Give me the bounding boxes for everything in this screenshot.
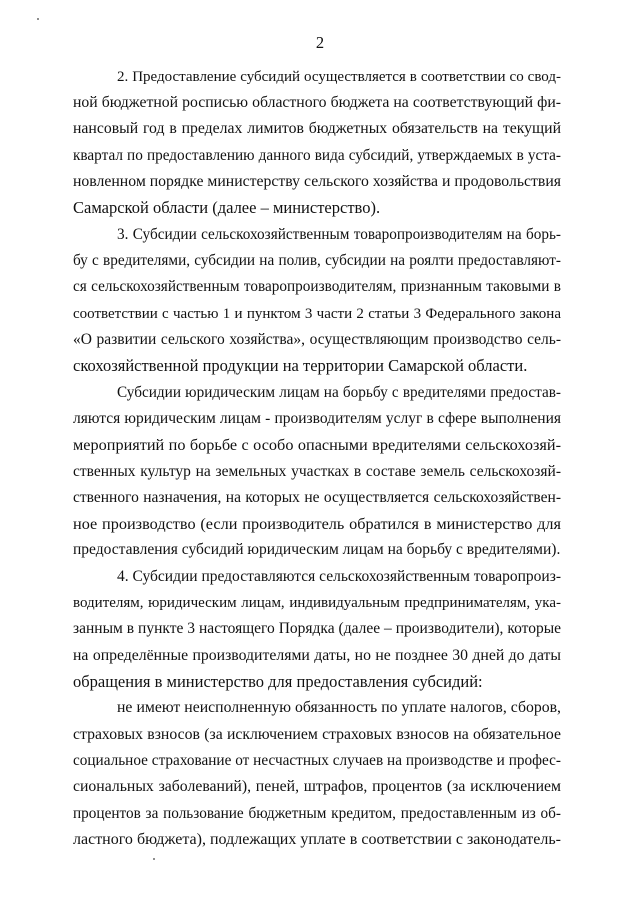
text-line: 3. Субсидии сельскохозяйственным товаропроизводителям на борь-: [117, 226, 561, 243]
text-line: сиональных заболеваний), пеней, штрафов, процентов (за исключением: [73, 778, 561, 795]
text-line: скохозяйственной продукции на территории Самарской области.: [73, 356, 528, 375]
text-line: «О развитии сельского хозяйства», осуществляющим производство сель-: [73, 331, 561, 348]
text-line: ляются юридическим лицам - производителям услуг в сфере выполнения: [73, 410, 561, 427]
text-line: Субсидии юридическим лицам на борьбу с вредителями предостав-: [117, 384, 561, 401]
scan-speck: [153, 858, 155, 860]
text-line: водителям, юридическим лицам, индивидуальным предпринимателям, ука-: [73, 595, 561, 611]
text-line: ственных культур на земельных участках в составе земель сельскохозяй-: [73, 463, 561, 480]
text-line: ственного назначения, на которых не осуществляется сельскохозяйствен-: [73, 489, 561, 506]
text-line: новленном порядке министерству сельского хозяйства и продовольствия: [73, 173, 561, 190]
scan-speck: [37, 18, 39, 20]
text-line: мероприятий по борьбе с особо опасными вредителями сельскохозяй-: [73, 436, 561, 454]
text-line: ное производство (если производитель обратился в министерство для: [73, 515, 561, 533]
text-line: Самарской области (далее – министерство).: [73, 198, 381, 217]
text-line: на определённые производителями даты, но не позднее 30 дней до даты: [73, 647, 561, 664]
text-line: квартал по предоставлению данного вида субсидий, утверждаемых в уста-: [73, 147, 561, 164]
text-line: соответствии с частью 1 и пунктом 3 части 2 статьи 3 Федерального закона: [73, 306, 561, 322]
text-line: предоставления субсидий юридическим лицам на борьбу с вредителями).: [73, 541, 561, 558]
text-line: страховых взносов (за исключением страховых взносов на обязательное: [73, 726, 561, 743]
text-line: процентов за пользование бюджетным кредитом, предоставленным из об-: [73, 805, 561, 822]
text-line: ся сельскохозяйственным товаропроизводителям, признанным таковыми в: [73, 278, 561, 295]
page-number: 2: [315, 33, 325, 52]
text-line: ластного бюджета), подлежащих уплате в соответствии с законодатель-: [73, 831, 561, 848]
text-line: 2. Предоставление субсидий осуществляется в соответствии со свод-: [117, 69, 561, 85]
text-line: ной бюджетной росписью областного бюджета на соответствующий фи-: [73, 94, 561, 111]
text-line: социальное страхование от несчастных случаев на производстве и профес-: [73, 752, 561, 769]
text-line: бу с вредителями, субсидии на полив, субсидии на роялти предоставляют-: [73, 252, 561, 269]
text-line: 4. Субсидии предоставляются сельскохозяйственным товаропроиз-: [117, 568, 561, 585]
text-line: не имеют неисполненную обязанность по уплате налогов, сборов,: [117, 699, 561, 716]
text-line: обращения в министерство для предоставления субсидий:: [73, 672, 483, 691]
text-line: занным в пункте 3 настоящего Порядка (далее – производители), которые: [73, 620, 561, 637]
text-line: нансовый год в пределах лимитов бюджетных обязательств на текущий: [73, 120, 561, 137]
